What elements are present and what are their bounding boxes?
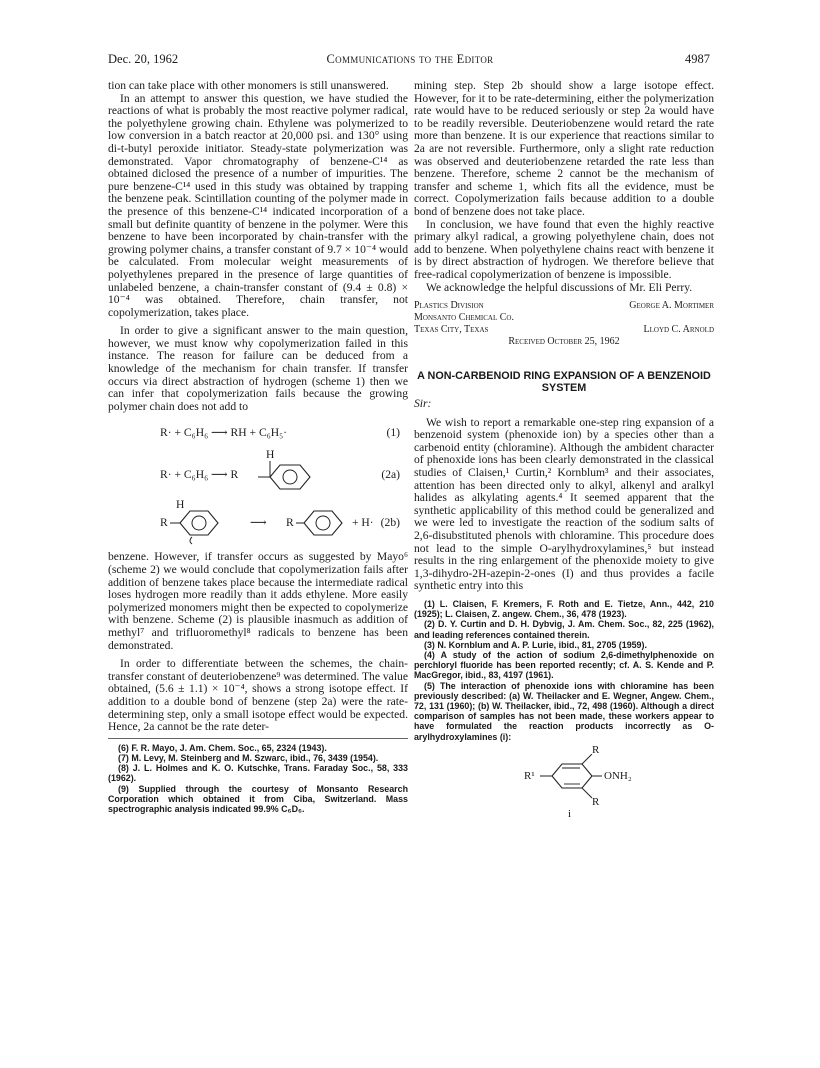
article-title: A NON-CARBENOID RING EXPANSION OF A BENZENOID SYSTEM <box>417 370 711 395</box>
footnote: (4) A study of the action of sodium 2,6-dimethylphenoxide on perchloryl fluoride has been reported recently; cf. A. S. Kende and P. MacGregor, ibid., 83, 4197 (1961). <box>414 650 714 681</box>
equation-number: (1) <box>386 426 400 440</box>
paragraph: In order to differentiate between the schemes, the chain-transfer constant of deuteriobenzene⁹ was determined. The value obtained, (5.6 ± 1.1) × 10⁻⁴, shows a strong isotope effect. If addition to a double bond of benzene (step 2a) were the rate-determining step, only a small isotope effect would be expected. Hence, 2a cannot be the rate deter- <box>108 657 408 734</box>
equation-text: R· + C₆H₆ ⟶ RH + C₆H₅· <box>160 426 288 440</box>
radical-intermediate-structure <box>170 503 230 545</box>
footnotes <box>108 743 408 814</box>
running-date: Dec. 20, 1962 <box>108 52 179 66</box>
department: Plastics Division <box>414 300 484 312</box>
signature-block <box>414 300 714 348</box>
footnote: (2) D. Y. Curtin and D. H. Dybvig, J. Am. Chem. Soc., 82, 225 (1962), and leading references contained therein. <box>414 619 714 640</box>
paragraph: In an attempt to answer this question, we have studied the reactions of what is probably the most reactive polymer radical, the polyethylene growing chain. Ethylene was polymerized to low conversion in a batch reactor at 20,000 psi. and 130° using di-t-butyl peroxide initiator. Steady-state polymerization was demonstrated. Vapor chromatography of benzene-C¹⁴ as obtained diclosed the presence of a number of impurities. The pure benzene-C¹⁴ used in this study was obtained by trapping the benzene peak. Scintillation counting of the polymer made in the presence of this benzene-C¹⁴ indicated incorporation of a small but definite quantity of benzene in the polymer. Were this benzene to have been incorporated by chain-transfer with the growing polymer chains, a transfer constant of 9.7 × 10⁻⁴ would be calculated. From molecular weight measurements of polyethylenes prepared in the presence of large quantities of unlabeled benzene, a chain-transfer constant of (9.4 ± 0.8) × 10⁻⁴ was obtained. Therefore, chain transfer, not copolymerization, takes place. <box>108 91 408 319</box>
footnote: (1) L. Claisen, F. Kremers, F. Roth and E. Tietze, Ann., 442, 210 (1925); L. Claisen, Z. angew. Chem., 36, 478 (1923). <box>414 599 714 620</box>
paragraph: In conclusion, we have found that even the highly reactive primary alkyl radical, a growing polyethylene chain, does not add to benzene. When polyethylene chains react with benzene it is by direct abstraction of hydrogen. We therefore believe that free-radical copolymerization of benzene is impossible. <box>414 217 714 281</box>
scheme-block <box>108 419 408 547</box>
salutation: Sir: <box>414 397 432 411</box>
hydrogen-label: H <box>176 498 185 512</box>
substituent-label: R <box>592 743 600 756</box>
r-label: R <box>286 516 294 530</box>
right-column <box>414 80 714 820</box>
footnote: (9) Supplied through the courtesy of Monsanto Research Corporation which obtained it from Ciba, Switzerland. Mass spectrographic analysis indicated 99.9% C₆D₆. <box>108 783 408 814</box>
equation-number: (2a) <box>381 468 400 482</box>
hydrogen-atom: + H· <box>352 516 374 530</box>
footnote: (3) N. Kornblum and A. P. Lurie, ibid., 81, 2705 (1959). <box>424 639 647 650</box>
paragraph: We wish to report a remarkable one-step ring expansion of a benzenoid system (phenoxide ion) by a species other than a carbenoid entity (chloramine). Although the ambident character of phenoxide ions has been clearly demonstrated in the classical studies of Claisen,¹ Curtin,² Kornblum³ and their associates, attention has been directed only to alkyl, alkenyl and aralkyl halides as alkylating agents.⁴ It seemed apparent that the synthetic applicability of this method could be generalized and we were led to investigate the reaction of the sodium salts of 2,6-disubstituted phenols with chloramine. This procedure does not lead to the simple O-arylhydroxylamines,⁵ but instead results in the ring enlargement of the phenoxide moiety to give 1,3-dihydro-2H-azepin-2-ones (I) and thus provides a facile synthetic entry into this <box>414 415 714 593</box>
equation-2a <box>108 447 408 497</box>
footnote: (6) F. R. Mayo, J. Am. Chem. Soc., 65, 2324 (1943). <box>118 742 327 753</box>
city: Texas City, Texas <box>414 324 489 336</box>
equation-2b <box>108 497 408 547</box>
benzene-ring-structure <box>540 754 610 804</box>
paragraph: tion can take place with other monomers is still unanswered. <box>108 79 389 92</box>
r-label: R <box>160 516 168 530</box>
paragraph: We acknowledge the helpful discussions of Mr. Eli Perry. <box>426 280 693 294</box>
author-name: Lloyd C. Arnold <box>643 324 714 336</box>
received-date: Received October 25, 1962 <box>508 336 620 348</box>
equation-1 <box>108 419 408 447</box>
paragraph: benzene. However, if transfer occurs as suggested by Mayo⁶ (scheme 2) we would conclude that copolymerization fails after addition of benzene takes place because the intermediate radical loses hydrogen more readily than it adds ethylene. More easily polymerized monomers might then be expected to copolymerize with benzene. Scheme (2) is plausible inasmuch as addition of methyl⁷ and trifluoromethyl⁸ radicals to benzene has been demonstrated. <box>108 550 408 652</box>
paragraph: In order to give a significant answer to the main question, however, we must know why copolymerization failed in this instance. The reason for failure can be deduced from a knowledge of the mechanism for chain transfer. If transfer occurs via direct abstraction of hydrogen (scheme 1) then we can infer that copolymerization fails because the growing polymer chain does not add to <box>108 324 408 413</box>
phenyl-structure <box>296 507 348 543</box>
equation-number: (2b) <box>380 516 400 530</box>
substituent-label: R <box>592 795 600 808</box>
cyclohexadienyl-radical-structure <box>258 457 328 497</box>
substituent-label: ONH₂ <box>604 769 632 782</box>
footnote: (7) M. Levy, M. Steinberg and M. Szwarc, ibid., 76, 3439 (1954). <box>118 752 379 763</box>
substituent-label: R¹ <box>524 769 535 782</box>
hydrogen-label: H <box>266 448 275 462</box>
arrow-icon: ⟶ <box>250 516 267 530</box>
running-title: Communications to the Editor <box>326 52 494 66</box>
aryl-hydroxylamine-structure <box>414 744 714 820</box>
author-name: George A. Mortimer <box>629 300 714 312</box>
footnote: (8) J. L. Holmes and K. O. Kutschke, Trans. Faraday Soc., 58, 333 (1962). <box>108 763 408 784</box>
footnote: (5) The interaction of phenoxide ions with chloramine has been previously described: (a) W. Theilacker and E. Wegner, Angew. Chem., 72, 131 (1960); (b) W. Theilacker, ibid., 72, 498 (1960). Although a direct comparison of samples has not been made, these workers appear to have formulated the reaction products incorrectly as O-arylhydroxylamines (i): <box>414 680 714 742</box>
footnote-rule <box>108 738 408 739</box>
left-column <box>108 80 408 814</box>
compound-label: i <box>568 807 572 820</box>
page-number: 4987 <box>685 52 710 66</box>
footnotes <box>414 599 714 742</box>
equation-text: R· + C₆H₆ ⟶ R <box>160 468 239 482</box>
paragraph: mining step. Step 2b should show a large isotope effect. However, for it to be rate-determining, either the polymerization rate would have to be reduced seriously or step 2a would have to be readily reversible. Deuteriobenzene would retard the rate more than benzene. It is our experience that reactions similar to 2a are not reversible. Furthermore, only a slight rate reduction was observed and deuteriobenzene retarded the rate less than benzene. Therefore, scheme 2 cannot be the mechanism of transfer and scheme 1, which fits all the evidence, must be correct. Copolymerization fails because addition to a double bond of benzene does not take place. <box>414 79 714 218</box>
company: Monsanto Chemical Co. <box>414 312 514 324</box>
